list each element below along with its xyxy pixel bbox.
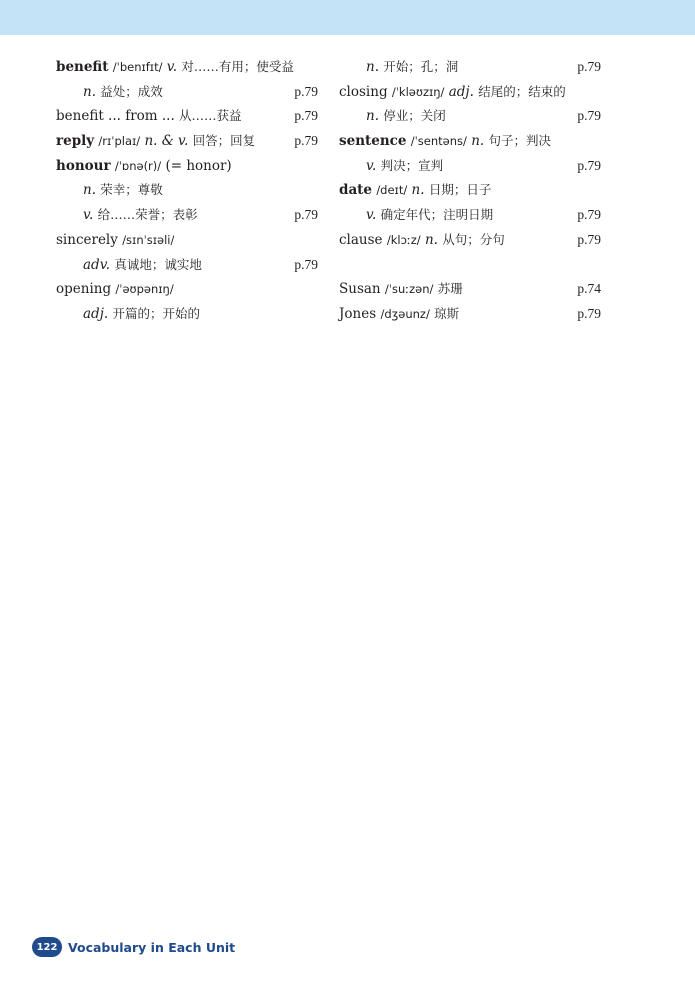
page-reference: p.79: [294, 133, 318, 149]
footer-title: Vocabulary in Each Unit: [68, 939, 236, 955]
entry-spacer: [339, 253, 601, 278]
part-of-speech: n.: [424, 231, 438, 248]
headword: Jones: [339, 305, 377, 322]
part-of-speech: adj.: [448, 83, 474, 100]
chinese-meaning: 回答；回复: [192, 133, 256, 149]
vocab-entry-row: [339, 154, 601, 179]
chinese-meaning: 日期；日子: [428, 182, 492, 198]
page-reference: p.79: [294, 207, 318, 223]
phonetic: /ˈsuːzən/: [384, 282, 434, 297]
chinese-meaning: 开篇的；开始的: [112, 305, 200, 321]
phonetic: /ˈəʊpənɪŋ/: [115, 282, 174, 297]
part-of-speech: n.: [366, 59, 379, 75]
vocab-entry-row: [56, 178, 318, 203]
part-of-speech: n.: [83, 83, 96, 100]
page-reference: p.79: [577, 305, 601, 321]
part-of-speech: n. & v.: [144, 133, 189, 150]
vocab-entry-row: [56, 277, 318, 302]
chinese-meaning: 真诚地；诚实地: [114, 256, 202, 272]
chinese-meaning: 停业；关闭: [383, 108, 446, 124]
top-color-band: [0, 0, 695, 35]
vocab-entry-row: [339, 203, 601, 228]
phonetic: /dʒəunz/: [380, 306, 430, 321]
vocabulary-column-left: [56, 55, 318, 327]
chinese-meaning: 琼斯: [434, 305, 460, 321]
page-reference: p.74: [577, 281, 601, 297]
vocab-entry-row: [339, 302, 601, 327]
headword: clause: [339, 231, 383, 248]
chinese-meaning: 判决；宣判: [380, 157, 444, 173]
chinese-meaning: 结尾的；结束的: [478, 83, 566, 99]
phonetic: /rɪˈplaɪ/: [98, 134, 141, 149]
vocab-entry-row: [56, 129, 318, 154]
vocab-entry-row: [339, 178, 601, 203]
phonetic: /klɔːz/: [386, 232, 421, 247]
phonetic: /ˈsentəns/: [410, 134, 467, 149]
chinese-meaning: 荣幸；尊敬: [100, 182, 163, 198]
headword: benefit: [56, 59, 109, 75]
chinese-meaning: 句子；判决: [488, 133, 552, 149]
chinese-meaning: 开始；孔；洞: [383, 59, 459, 74]
part-of-speech: v.: [366, 157, 377, 174]
headword: reply: [56, 133, 95, 150]
part-of-speech: n.: [411, 182, 425, 199]
chinese-meaning: 确定年代；注明日期: [380, 207, 494, 223]
headword: sincerely: [56, 231, 118, 248]
chinese-meaning: 给……荣誉；表彰: [97, 207, 198, 223]
headword: Susan: [339, 281, 381, 298]
page-reference: p.79: [294, 83, 318, 99]
chinese-meaning: 从句；分句: [442, 231, 505, 247]
part-of-speech: n.: [366, 108, 379, 125]
vocab-entry-row: [56, 302, 318, 327]
chinese-meaning: 苏珊: [437, 281, 463, 297]
vocab-entry-row: [339, 228, 601, 253]
vocab-entry-row: [56, 228, 318, 253]
vocab-entry-row: [56, 203, 318, 228]
phonetic: /ˈɒnə(r)/: [114, 158, 162, 173]
page-footer: [32, 936, 235, 958]
page-reference: p.79: [294, 256, 318, 272]
chinese-meaning: 从……获益: [179, 108, 242, 124]
headword: honour: [56, 157, 111, 174]
part-of-speech: n.: [471, 133, 485, 150]
phonetic: /ˈkləʊzɪŋ/: [391, 84, 445, 99]
vocab-entry-row: [56, 80, 318, 105]
part-of-speech: adv.: [83, 256, 111, 273]
headword: opening: [56, 281, 112, 298]
vocab-entry-row: [339, 104, 601, 129]
page-number-badge: 122: [32, 937, 62, 957]
part-of-speech: v.: [83, 207, 94, 224]
chinese-meaning: 对……有用；使受益: [181, 59, 294, 74]
vocab-entry-row: [56, 104, 318, 129]
headword: sentence: [339, 133, 407, 150]
vocab-entry-row: [339, 277, 601, 302]
part-of-speech: n.: [83, 182, 96, 199]
headword: date: [339, 182, 373, 199]
page-reference: p.79: [294, 108, 318, 124]
page-reference: p.79: [577, 231, 601, 247]
part-of-speech: v.: [166, 59, 178, 75]
vocab-entry-row: [56, 253, 318, 278]
page-reference: p.79: [577, 108, 601, 124]
vocab-entry-row: [339, 55, 601, 80]
part-of-speech: adj.: [83, 305, 109, 322]
vocab-entry-row: [56, 154, 318, 179]
phonetic: /ˈbenɪfɪt/: [112, 60, 163, 74]
vocabulary-column-right: [339, 55, 601, 327]
headword: benefit ... from ...: [56, 108, 175, 125]
page-reference: p.79: [577, 59, 601, 74]
phonetic: /sɪnˈsɪəli/: [122, 232, 175, 247]
chinese-meaning: 益处；成效: [100, 83, 163, 99]
part-of-speech: v.: [366, 207, 377, 224]
vocab-entry-row: [339, 129, 601, 154]
page-reference: p.79: [577, 157, 601, 173]
vocab-entry-row: [339, 80, 601, 105]
page-reference: p.79: [577, 207, 601, 223]
headword: closing: [339, 83, 388, 100]
phonetic: /deɪt/: [376, 183, 408, 198]
vocab-entry-row: [56, 55, 318, 80]
variant-spelling: (= honor): [165, 157, 232, 174]
